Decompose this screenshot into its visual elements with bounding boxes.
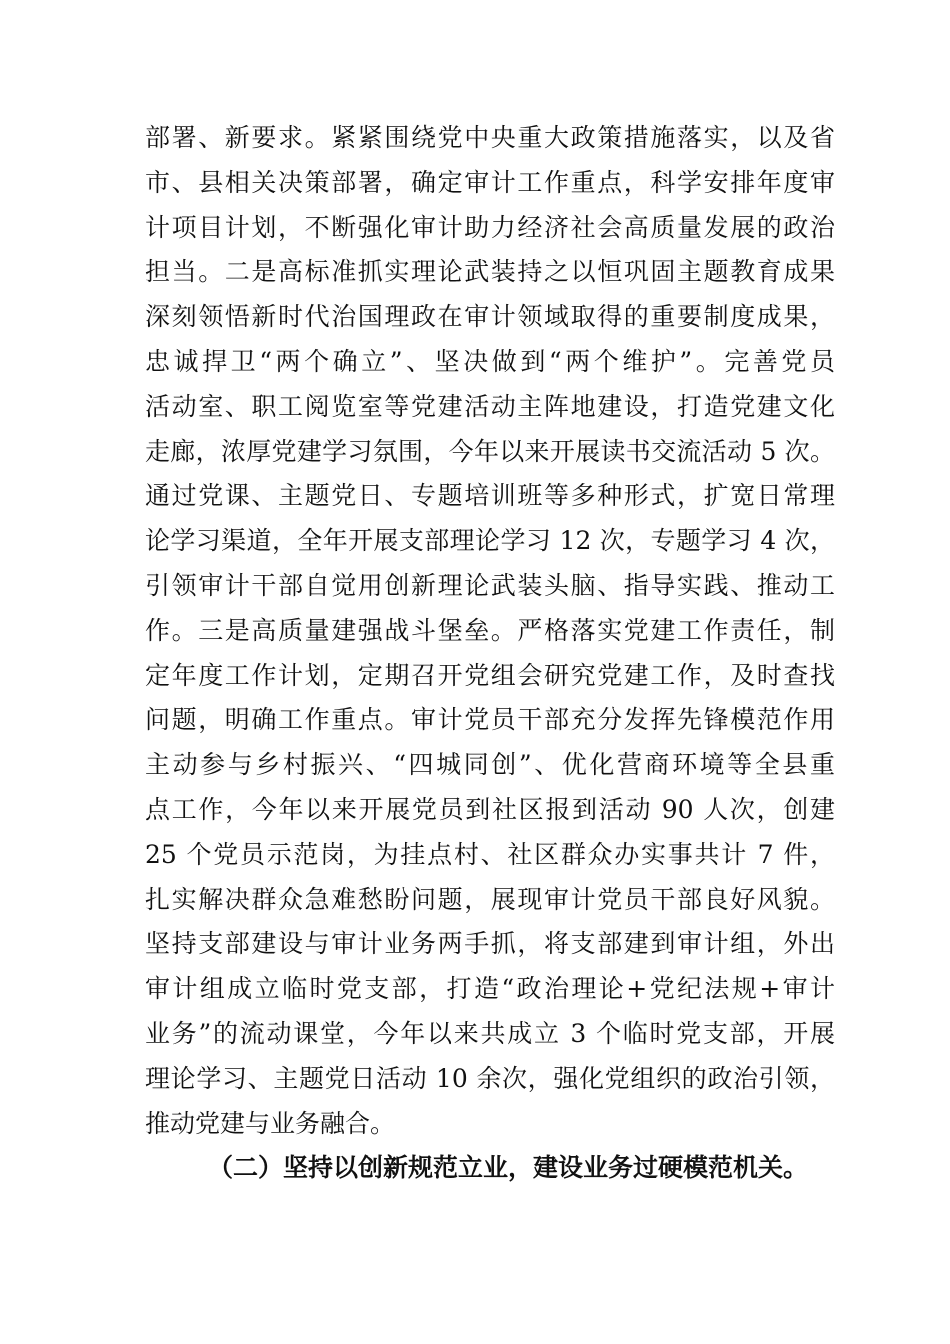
paragraph-line-1: 部署、新要求。紧紧围绕党中央重大政策措施落实，以及省	[145, 123, 835, 152]
paragraph-line-9: 通过党课、主题党日、专题培训班等多种形式，扩宽日常理	[145, 481, 835, 511]
paragraph-line-19: 坚持支部建设与审计业务两手抓，将支部建到审计组，外出	[145, 929, 835, 959]
section-heading: （二）坚持以创新规范立业，建设业务过硬模范机关。	[208, 1153, 809, 1182]
paragraph-line-14: 问题，明确工作重点。审计党员干部充分发挥先锋模范作用	[145, 705, 835, 735]
paragraph-line-10: 论学习渠道，全年开展支部理论学习 12 次，专题学习 4 次，	[145, 526, 835, 556]
paragraph-line-2: 市、县相关决策部署，确定审计工作重点，科学安排年度审	[145, 167, 835, 197]
paragraph-line-3: 计项目计划，不断强化审计助力经济社会高质量发展的政治	[145, 212, 835, 242]
paragraph-line-8: 走廊，浓厚党建学习氛围，今年以来开展读书交流活动 5 次。	[145, 436, 835, 466]
paragraph-line-17: 25 个党员示范岗，为挂点村、社区群众办实事共计 7 件，	[145, 839, 835, 869]
paragraph-line-18: 扎实解决群众急难愁盼问题，展现审计党员干部良好风貌。	[145, 884, 835, 914]
paragraph-line-13: 定年度工作计划，定期召开党组会研究党建工作，及时查找	[145, 660, 835, 690]
paragraph-line-6: 忠诚捍卫“两个确立”、坚决做到“两个维护”。完善党员	[145, 346, 835, 376]
body-paragraph	[145, 116, 835, 1146]
paragraph-line-23: 推动党建与业务融合。	[145, 1108, 396, 1138]
paragraph-line-4: 担当。二是高标准抓实理论武装持之以恒巩固主题教育成果	[145, 257, 835, 287]
paragraph-line-7: 活动室、职工阅览室等党建活动主阵地建设，打造党建文化	[145, 391, 835, 421]
paragraph-line-16: 点工作，今年以来开展党员到社区报到活动 90 人次，创建	[145, 794, 835, 824]
paragraph-line-15: 主动参与乡村振兴、“四城同创”、优化营商环境等全县重	[145, 750, 835, 780]
paragraph-line-22: 理论学习、主题党日活动 10 余次，强化党组织的政治引领，	[145, 1063, 835, 1093]
paragraph-line-5: 深刻领悟新时代治国理政在审计领域取得的重要制度成果，	[145, 302, 835, 332]
paragraph-line-21: 业务”的流动课堂，今年以来共成立 3 个临时党支部，开展	[145, 1018, 835, 1048]
paragraph-line-12: 作。三是高质量建强战斗堡垒。严格落实党建工作责任，制	[145, 615, 835, 645]
paragraph-line-20: 审计组成立临时党支部，打造“政治理论+党纪法规+审计	[145, 974, 835, 1004]
paragraph-line-11: 引领审计干部自觉用创新理论武装头脑、指导实践、推动工	[145, 570, 835, 600]
